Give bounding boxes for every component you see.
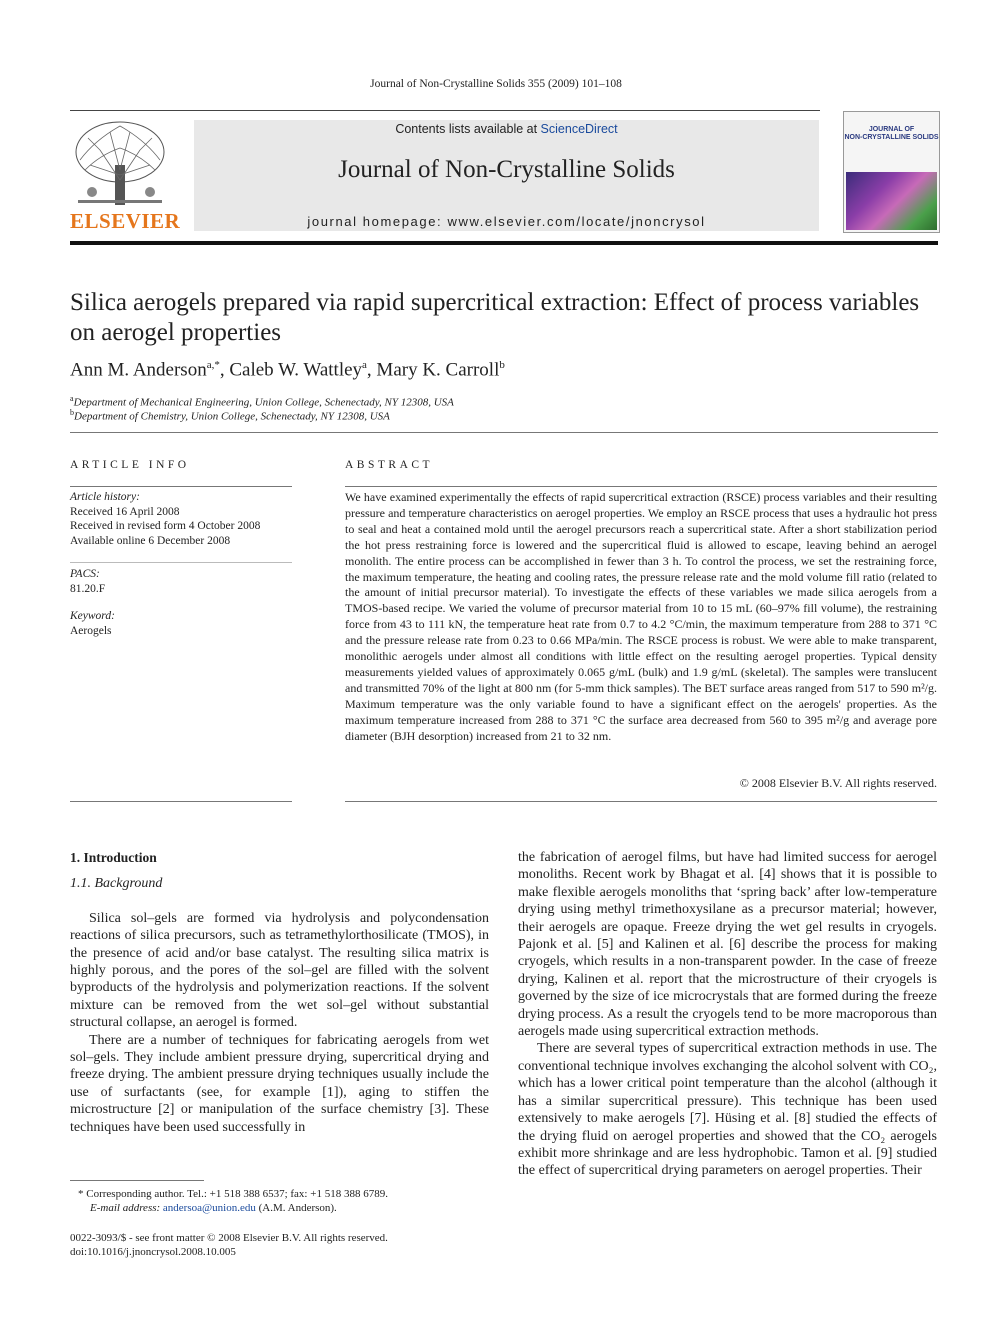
affiliation-rule — [70, 432, 938, 433]
author-3[interactable]: Mary K. Carroll — [376, 359, 500, 381]
pacs-block — [70, 567, 105, 596]
email-suffix: (A.M. Anderson). — [255, 1202, 337, 1214]
body-paragraph: the fabrication of aerogel films, but have had limited success for aerogel monoliths. Recent work by Bhagat et al. [4] shows that it is possible to make flexible aerogels monoliths that ‘spring back’ after low-temperature drying using methyl trimethoxysilane as a precursor material; however, their aerogels are opaque. Freeze drying the wet gel results in cryogels. Pajonk et al. [5] and Kalinen et al. [6] describe the process for making cryogels, which results in a non-transparent powder. In the case of freeze drying, Kalinen et al. report that the microstructure of their cryogels is governed by the size of ice microcrystals that are formed during the freeze drying process. As a result the cryogels tend to be more macroporous than aerogels made using supercritical extraction methods. — [518, 850, 937, 1040]
header-bottom-rule — [70, 241, 938, 245]
article-info-divider — [70, 562, 292, 563]
author-sep: , — [219, 359, 230, 381]
body-paragraph: Silica sol–gels are formed via hydrolysis and polycondensation reactions of silica precursors, such as tetramethylorthosilicate (TMOS), in the presence of acid and/or base catalyst. The resulting silica matrix is highly porous, and the pores of the sol–gel are filled with the solvent byproducts of the hydrolysis and polymerization reactions. If the solvent mixture can be removed from the wet sol–gel without substantial structural collapse, an aerogel is formed. — [70, 910, 489, 1031]
keyword-value: Aerogels — [70, 624, 112, 637]
keyword-label: Keyword: — [70, 610, 115, 622]
article-info-heading: ARTICLE INFO — [70, 459, 190, 471]
issn-line: 0022-3093/$ - see front matter © 2008 Elsevier B.V. All rights reserved. — [70, 1232, 388, 1244]
author-2[interactable]: Caleb W. Wattley — [229, 359, 363, 381]
affiliation-a — [70, 394, 454, 409]
body-paragraph: There are a number of techniques for fabricating aerogels from wet sol–gels. They include ambient pressure drying, supercritical drying and freeze drying. The ambient pressure drying techniques usually include the use of surfactants (see, for example [1]), aging to stiffen the microstructure [2] or manipulation of the surface chemistry [3]. These techniques have been used successfully in — [70, 1032, 489, 1135]
abstract-bottom-rule — [345, 801, 937, 802]
author-list — [70, 359, 505, 381]
footnote-corresponding: * Corresponding author. Tel.: +1 518 388 6537; fax: +1 518 388 6789. — [78, 1188, 388, 1200]
body-paragraph: There are several types of supercritical extraction methods in use. The conventional technique involves exchanging the alcohol solvent with CO₂, which has a lower critical point temperature than the alcohol (although it has a similar supercritical pressure). This technique has been used extensively to make aerogels [7]. Hüsing et al. [8] studied the effects of the drying fluid on aerogel properties and showed that the CO₂ aerogels exhibit more shrinkage and are less hydrophobic. Tamon et al. [9] studied the effect of supercritical drying parameters on aerogel properties. Their — [518, 1041, 937, 1179]
abstract-text: We have examined experimentally the effects of rapid supercritical extraction (RSCE) process variables and their resulting pressure and temperature characteristics on aerogel properties. We employ an RSCE process that uses a hydraulic hot press to seal and heat a contained mold until the aerogel precursors reach a supercritical state. After a short stabilization period the hot press restraining force is lowered and the supercritical fluid is allowed to escape, leaving behind an aerogel monolith. The entire process can be accomplished in fewer than 3 h. To control the process, we set the restraining force, the maximum temperature, the heating and cooling rates, the pressure release rate and the mold volume fill ratio (related to the amount of initial precursor material). To investigate the effects of these variables we made silica aerogels from a TMOS-based recipe. We varied the volume of precursor material from 10 to 15 mL (60–97% fill volume), the restraining force from 43 to 111 kN, the temperature heat rate from 0.7 to 4.2 °C/min, the maximum temperature from 288 to 371 °C and the pressure release rate from 0.23 to 0.66 MPa/min. The RSCE process is robust. We were able to make transparent, monolithic aerogels under almost all conditions with little effect on the resulting aerogel properties. Typical density measurements yielded values of approximately 0.065 g/mL (bulk) and 1.9 g/mL (skeletal). The samples were translucent and transmitted 70% of the light at 800 nm (for 5-mm thick samples). The BET surface areas ranged from 517 to 590 m²/g. Maximum temperature was the only variable found to have a significant effect on the aerogels' properties. As the maximum temperature increased from 288 to 371 °C the surface area decreased from 560 to 395 m²/g and average pore diameter (BJH desorption) increased from 21 to 32 nm. — [345, 490, 937, 743]
affiliation-a-sup: a — [70, 394, 74, 403]
contents-prefix: Contents lists available at — [395, 122, 541, 136]
affiliation-b-text: Department of Chemistry, Union College, Schenectady, NY 12308, USA — [74, 410, 390, 423]
doi-line[interactable]: doi:10.1016/j.jnoncrysol.2008.10.005 — [70, 1246, 236, 1258]
author-sep: , — [366, 359, 377, 381]
email-link[interactable]: andersoa@union.edu — [162, 1202, 256, 1214]
journal-masthead — [194, 120, 819, 231]
affiliation-a-text: Department of Mechanical Engineering, Union College, Schenectady, NY 12308, USA — [73, 396, 454, 409]
author-2-sup: a — [362, 359, 367, 371]
abstract-copyright: © 2008 Elsevier B.V. All rights reserved. — [739, 776, 937, 790]
affiliation-b-sup: b — [70, 408, 74, 417]
affiliation-b — [70, 408, 390, 423]
cover-title-line-1: JOURNAL OF — [868, 126, 915, 133]
sciencedirect-link[interactable]: ScienceDirect — [540, 122, 618, 136]
journal-reference: Journal of Non-Crystalline Solids 355 (2009) 101–108 — [370, 78, 622, 90]
elsevier-tree-logo — [70, 120, 170, 208]
author-1-sup: a,* — [206, 359, 220, 371]
history-received: Received 16 April 2008 — [70, 505, 180, 518]
cover-title — [844, 126, 939, 142]
header-top-rule — [70, 110, 820, 111]
article-history — [70, 490, 260, 548]
article-title: Silica aerogels prepared via rapid supercritical extraction: Effect of process variables on aerogel properties — [70, 289, 920, 346]
journal-cover-thumbnail[interactable] — [843, 111, 940, 233]
contents-line — [194, 122, 819, 136]
body-right-column — [518, 849, 937, 1180]
abstract-rule — [345, 486, 937, 487]
cover-title-line-2: NON-CRYSTALLINE SOLIDS — [844, 134, 939, 141]
pacs-label: PACS: — [70, 568, 100, 580]
cover-image — [846, 172, 937, 230]
abstract-heading: ABSTRACT — [345, 459, 434, 471]
article-info-bottom-rule — [70, 801, 292, 802]
footnote-email — [70, 1201, 337, 1215]
email-label: E-mail address: — [90, 1202, 163, 1214]
subsection-heading-background: 1.1. Background — [70, 876, 163, 892]
author-1[interactable]: Ann M. Anderson — [70, 359, 207, 381]
history-revised: Received in revised form 4 October 2008 — [70, 520, 261, 532]
body-left-column — [70, 849, 489, 1136]
history-online: Available online 6 December 2008 — [70, 534, 231, 547]
pacs-code: 81.20.F — [70, 582, 106, 595]
section-heading-introduction: 1. Introduction — [70, 850, 157, 865]
elsevier-wordmark: ELSEVIER — [70, 209, 181, 233]
article-info-rule — [70, 486, 292, 487]
journal-title: Journal of Non-Crystalline Solids — [338, 156, 675, 183]
author-3-sup: b — [499, 359, 505, 371]
keyword-block — [70, 609, 115, 638]
history-label: Article history: — [70, 491, 140, 503]
journal-homepage[interactable]: journal homepage: www.elsevier.com/locate/jnoncrysol — [307, 214, 706, 229]
footnote-rule — [70, 1180, 204, 1181]
